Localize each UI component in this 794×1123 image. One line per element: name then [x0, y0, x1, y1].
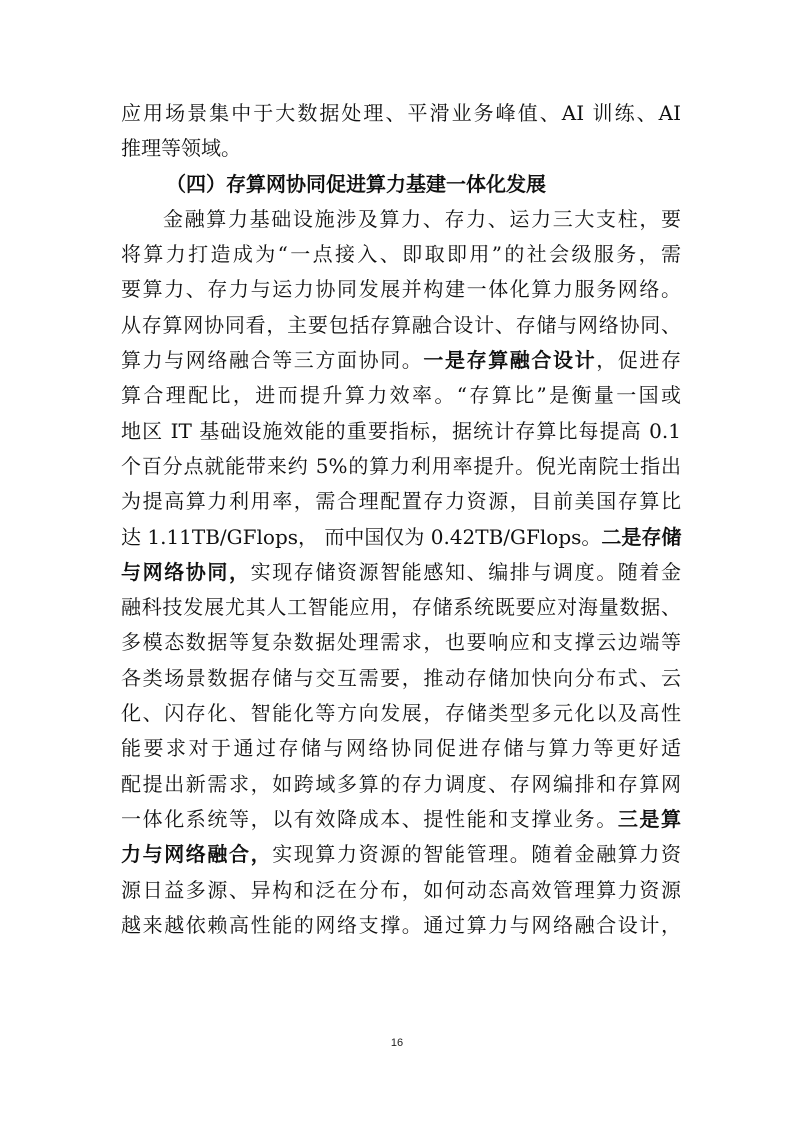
text-line: 融科技发展尤其人工智能应用，存储系统既要应对海量数据、 — [121, 595, 681, 620]
page-number: 16 — [390, 1037, 404, 1049]
text-line: 源日益多源、异构和泛在分布，如何动态高效管理算力资源 — [121, 877, 681, 902]
body-text — [121, 96, 681, 943]
text-line: 多模态数据等复杂数据处理需求，也要响应和支撑云边端等 — [121, 630, 681, 655]
text-line: 能要求对于通过存储与网络协同促进存储与算力等更好适 — [121, 736, 681, 761]
text-line: 应用场景集中于大数据处理、平滑业务峰值、AI 训练、AI — [121, 101, 681, 125]
text-line — [121, 555, 681, 590]
bold-phrase: 二是存储 — [601, 524, 682, 549]
text-line — [121, 520, 681, 555]
bold-phrase: 三是算 — [617, 806, 682, 831]
text-segment: ，促进存 — [596, 348, 682, 373]
text-line — [121, 802, 681, 837]
text-line: 各类场景数据存储与交互需要，推动存储加快向分布式、云 — [121, 665, 681, 690]
text-line: 要算力、存力与运力协同发展并构建一体化算力服务网络。 — [121, 277, 681, 302]
text-line: 地区 IT 基础设施效能的重要指标，据统计存算比每提高 0.1 — [121, 418, 681, 443]
text-segment: 一体化系统等，以有效降成本、提性能和支撑业务。 — [121, 806, 618, 831]
text-segment: 算力与网络融合等三方面协同。 — [121, 348, 424, 373]
text-line: 将算力打造成为“一点接入、即取即用”的社会级服务，需 — [121, 242, 681, 267]
text-line: 配提出新需求，如跨域多算的存力调度、存网编排和存算网 — [121, 771, 681, 796]
text-line: 算合理配比，进而提升算力效率。“存算比”是衡量一国或 — [121, 383, 681, 408]
text-segment: 实现存储资源智能感知、编排与调度。随着金 — [250, 559, 682, 584]
text-line: 推理等领域。 — [121, 136, 241, 161]
text-line: 从存算网协同看，主要包括存算融合设计、存储与网络协同、 — [121, 312, 681, 337]
text-line — [121, 343, 681, 378]
text-line: 金融算力基础设施涉及算力、存力、运力三大支柱，要 — [163, 206, 681, 231]
text-line: 个百分点就能带来约 5%的算力利用率提升。倪光南院士指出 — [121, 453, 681, 478]
text-segment: 实现算力资源的智能管理。随着金融算力资 — [272, 842, 682, 867]
bold-phrase: 与网络协同， — [121, 559, 251, 584]
text-line — [121, 837, 681, 872]
text-line: 化、闪存化、智能化等方向发展，存储类型多元化以及高性 — [121, 701, 681, 726]
text-line: 为提高算力利用率，需合理配置存力资源，目前美国存算比 — [121, 489, 681, 514]
section-heading: （四）存算网协同促进算力基建一体化发展 — [166, 171, 546, 196]
bold-phrase: 力与网络融合， — [121, 842, 273, 867]
bold-phrase: 一是存算融合设计 — [423, 348, 597, 373]
text-line: 越来越依赖高性能的网络支撑。通过算力与网络融合设计， — [121, 912, 681, 937]
text-segment: 达 1.11TB/GFlops， 而中国仅为 0.42TB/GFlops。 — [121, 524, 602, 549]
